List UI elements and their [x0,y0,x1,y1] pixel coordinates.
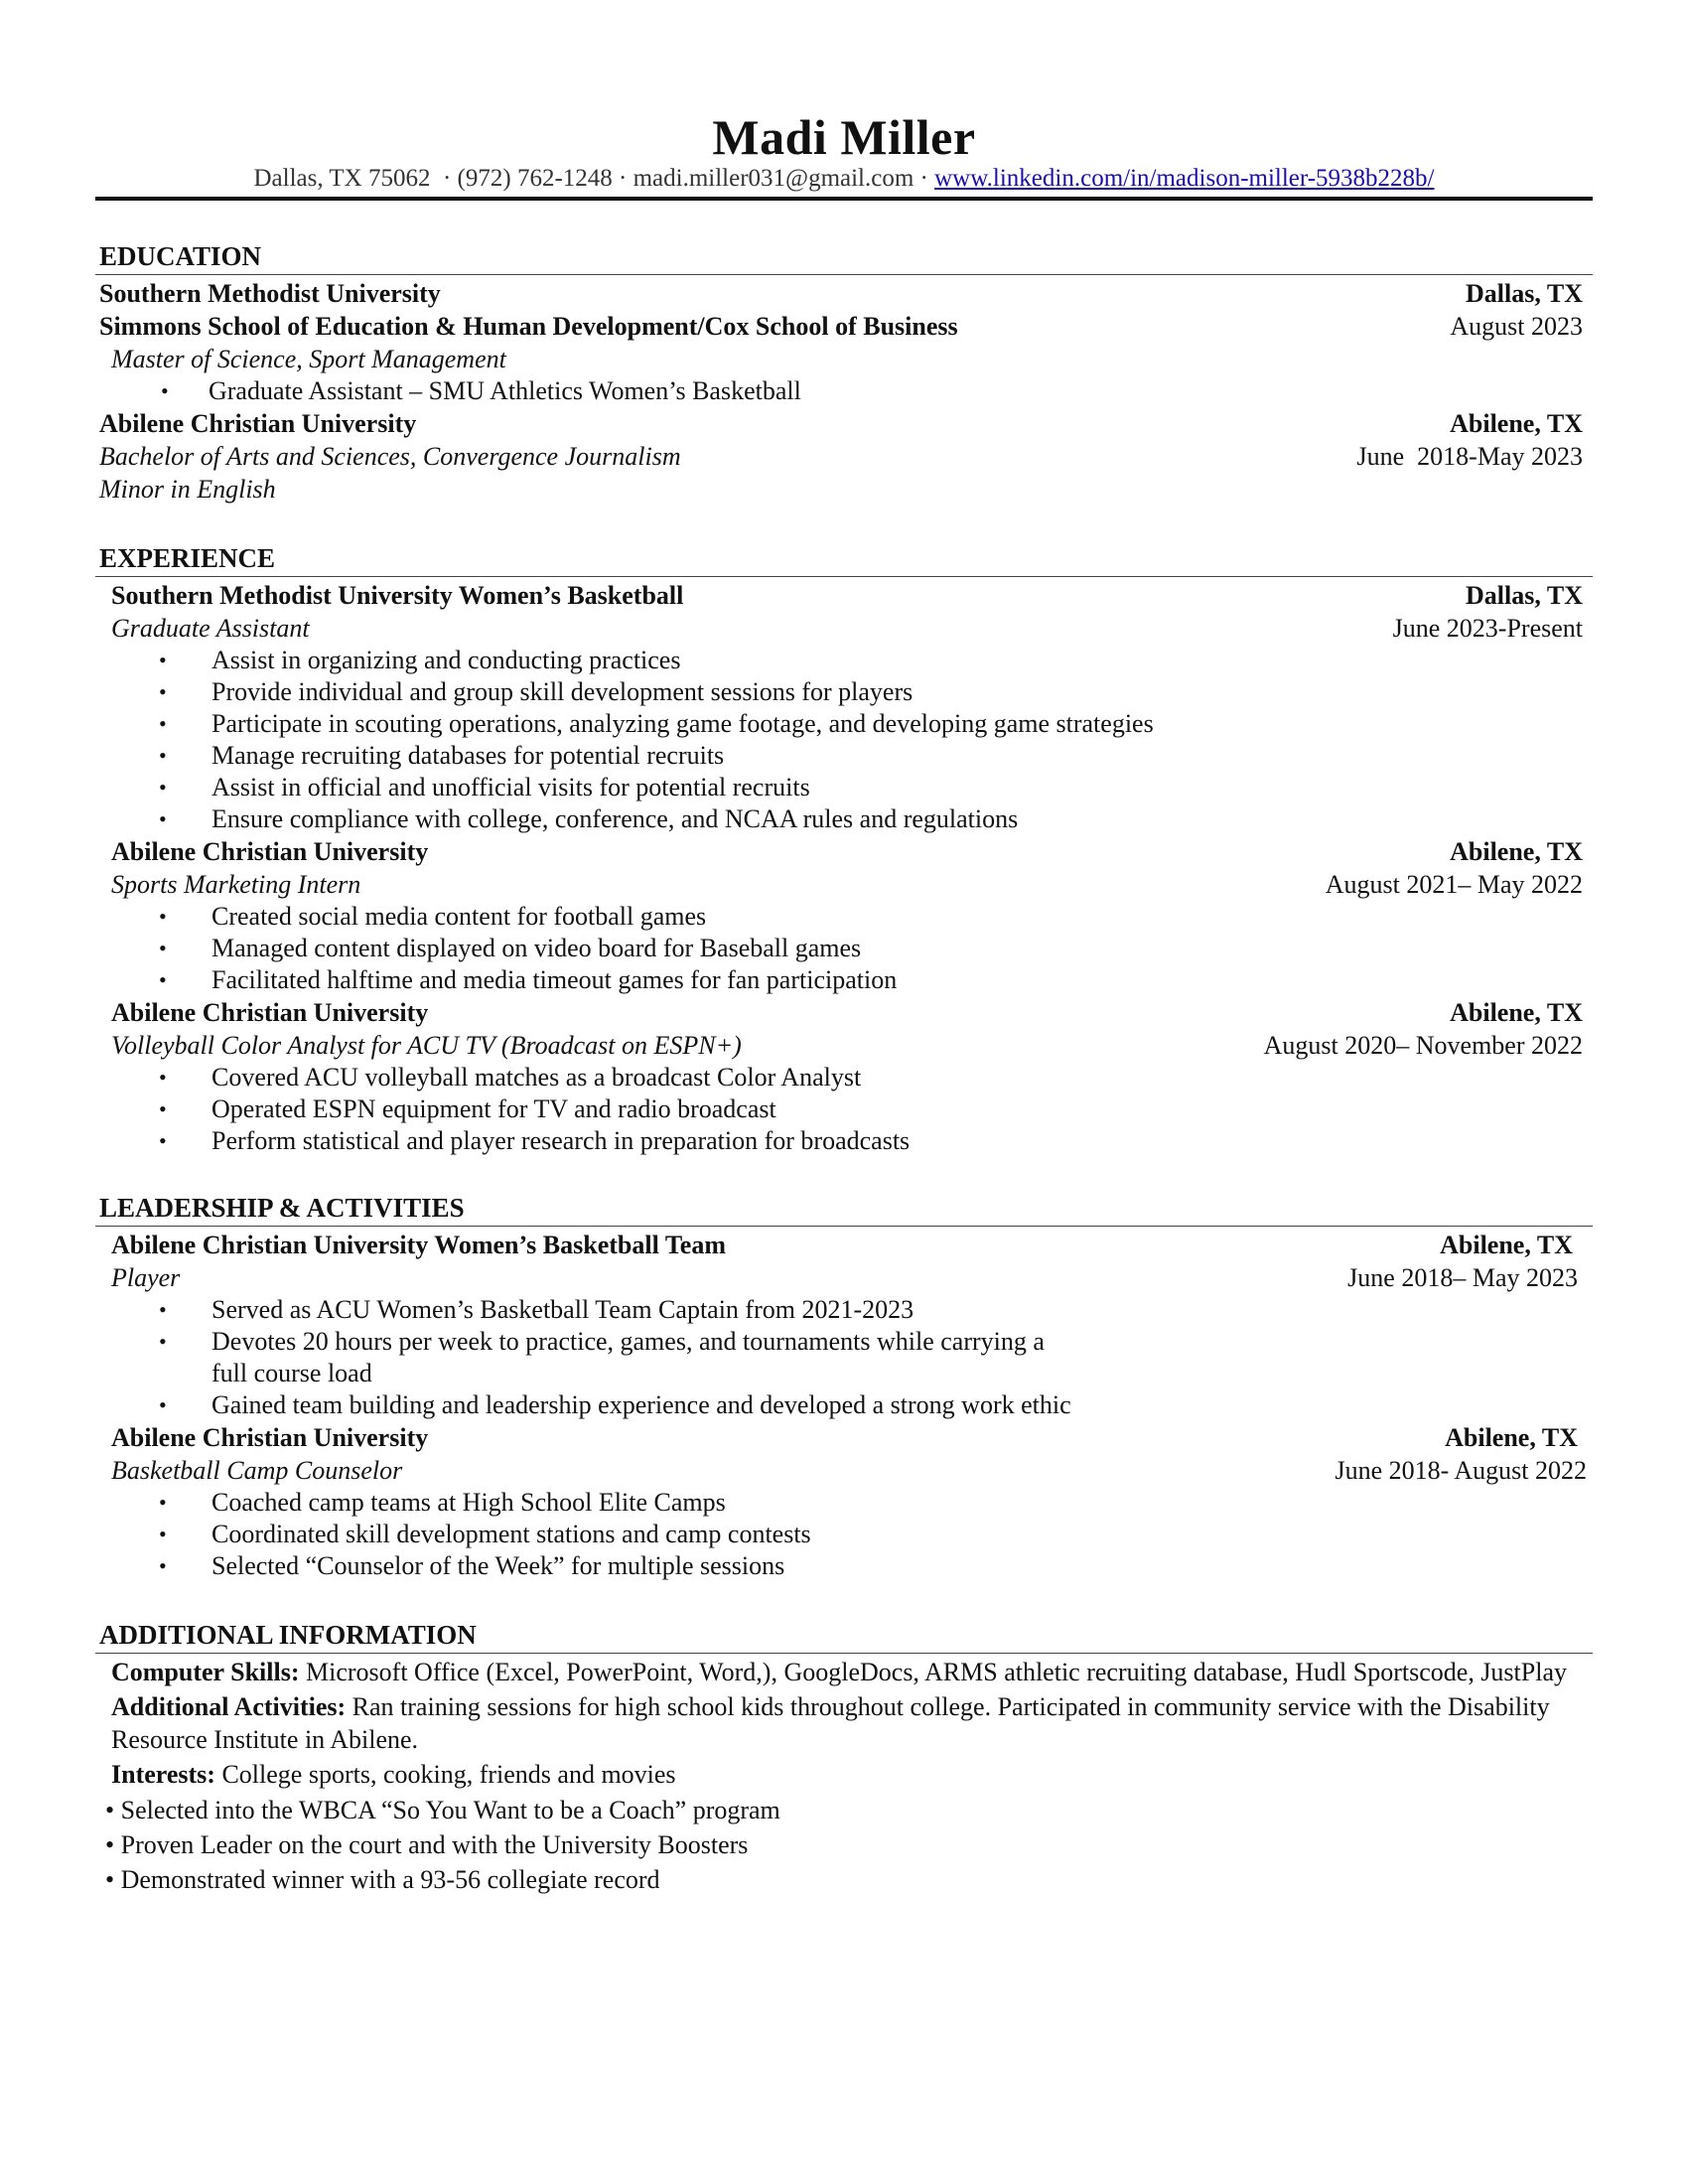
list-item: • Facilitated halftime and media timeout games for fan participation [95,964,1593,996]
list-item: • Devotes 20 hours per week to practice, games, and tournaments while carrying a full course load [95,1326,1085,1389]
section-title: EXPERIENCE [95,542,1593,577]
job-location: Dallas, TX [1466,581,1583,610]
minor: Minor in English [99,475,276,504]
section-title: EDUCATION [95,240,1593,275]
job-header [95,579,1593,612]
list-item: • Created social media content for football games [95,901,1593,933]
interests-label: Interests: [111,1760,215,1789]
job-role-row [95,868,1593,901]
extra-item: • Demonstrated winner with a 93-56 collegiate record [105,1865,660,1894]
list-item: • Gained team building and leadership experience and developed a strong work ethic [95,1389,1304,1421]
additional-section [95,1619,1593,1897]
skills-label: Computer Skills: [111,1658,300,1686]
list-item: • Provide individual and group skill development sessions for players [95,676,1593,708]
school-division: Simmons School of Education & Human Development/Cox School of Business [99,312,958,341]
job-role: Graduate Assistant [111,614,310,643]
job-role: Volleyball Color Analyst for ACU TV (Broadcast on ESPN+) [111,1031,742,1060]
activity-date: June 2018- August 2022 [1335,1456,1587,1485]
edu-smu-bullets [95,375,1593,407]
degree: Bachelor of Arts and Sciences, Convergence Journalism [99,442,681,471]
list-item: • Managed content displayed on video board for Baseball games [95,933,1593,964]
list-item: • Graduate Assistant – SMU Athletics Women’s Basketball [95,375,1593,407]
school-location: Dallas, TX [1466,279,1583,308]
edu-acu-row [95,407,1593,440]
list-item: • Participate in scouting operations, analyzing game footage, and developing game strategies [95,708,1593,740]
job-role: Sports Marketing Intern [111,870,361,899]
job-bullets [95,1062,1593,1157]
activity-location: Abilene, TX [1445,1423,1578,1452]
edu-smu-degree-row [95,343,1593,375]
education-section [95,240,1593,506]
computer-skills [95,1656,1593,1688]
header-divider [95,197,1593,201]
contact-line [95,163,1593,195]
activity-role: Player [111,1263,181,1292]
job-bullets [95,645,1593,835]
edu-acu-minor-row [95,473,1593,506]
school-name: Abilene Christian University [99,409,417,438]
activity-date: June 2018– May 2023 [1347,1263,1578,1292]
candidate-name: Madi Miller [712,109,976,165]
job-header [95,996,1593,1029]
list-item: • Coached camp teams at High School Elite Camps [95,1487,1593,1519]
job-org: Abilene Christian University [111,998,429,1027]
job-role-row [95,1029,1593,1062]
job-header [95,835,1593,868]
activity-header [95,1229,1593,1261]
extra-item: • Selected into the WBCA “So You Want to be a Coach” program [105,1796,780,1824]
list-item: • Selected “Counselor of the Week” for multiple sessions [95,1550,1593,1582]
list-item: • Coordinated skill development stations and camp contests [95,1519,1593,1550]
edu-smu-row [95,277,1593,310]
school-name: Southern Methodist University [99,279,441,308]
job-role-row [95,612,1593,645]
activities-label: Additional Activities: [111,1692,347,1721]
additional-activities [95,1690,1593,1756]
interests-text: College sports, cooking, friends and movies [214,1760,676,1789]
list-item: • Operated ESPN equipment for TV and radio broadcast [95,1093,1593,1125]
activity-header [95,1421,1593,1454]
list-item: • Manage recruiting databases for potential recruits [95,740,1593,772]
experience-section [95,542,1593,1157]
school-location: Abilene, TX [1450,409,1583,438]
school-date: June 2018-May 2023 [1356,442,1583,471]
activity-role-row [95,1454,1593,1487]
job-date: June 2023-Present [1392,614,1583,643]
interests [95,1758,1593,1791]
school-date: August 2023 [1450,312,1583,341]
extra-item: • Proven Leader on the court and with the University Boosters [105,1830,749,1859]
activity-org: Abilene Christian University Women’s Basketball Team [111,1231,726,1259]
edu-smu-school-row [95,310,1593,343]
job-date: August 2021– May 2022 [1325,870,1583,899]
section-title: ADDITIONAL INFORMATION [95,1619,1593,1654]
job-date: August 2020– November 2022 [1263,1031,1583,1060]
list-item: • Assist in organizing and conducting practices [95,645,1593,676]
activity-role: Basketball Camp Counselor [111,1456,403,1485]
job-bullets [95,901,1593,996]
edu-acu-degree-row [95,440,1593,473]
skills-text: Microsoft Office (Excel, PowerPoint, Word,), GoogleDocs, ARMS athletic recruiting database, Hudl Sportscode, JustPlay [299,1658,1568,1686]
job-org: Southern Methodist University Women’s Basketball [111,581,684,610]
degree: Master of Science, Sport Management [111,345,506,373]
activity-bullets [95,1487,1593,1582]
list-item: • Perform statistical and player research in preparation for broadcasts [95,1125,1593,1157]
leadership-section [95,1192,1593,1582]
activities-text: Ran training sessions for high school kids throughout college. Participated in community service with the Disability Resource Institute in Abilene. [111,1692,1550,1754]
section-title: LEADERSHIP & ACTIVITIES [95,1192,1593,1227]
list-item: • Served as ACU Women’s Basketball Team Captain from 2021-2023 [95,1294,1088,1326]
linkedin-link[interactable]: www.linkedin.com/in/madison-miller-5938b228b/ [934,165,1435,192]
job-location: Abilene, TX [1450,998,1583,1027]
activity-role-row [95,1261,1593,1294]
contact-text: Dallas, TX 75062 · (972) 762-1248 · madi.miller031@gmail.com · [253,165,935,192]
job-org: Abilene Christian University [111,837,429,866]
list-item: • Assist in official and unofficial visits for potential recruits [95,772,1593,803]
job-location: Abilene, TX [1450,837,1583,866]
activity-org: Abilene Christian University [111,1423,429,1452]
activity-location: Abilene, TX [1440,1231,1573,1259]
list-item: • Ensure compliance with college, conference, and NCAA rules and regulations [95,803,1593,835]
list-item: • Covered ACU volleyball matches as a broadcast Color Analyst [95,1062,1593,1093]
activity-bullets [95,1294,1088,1421]
